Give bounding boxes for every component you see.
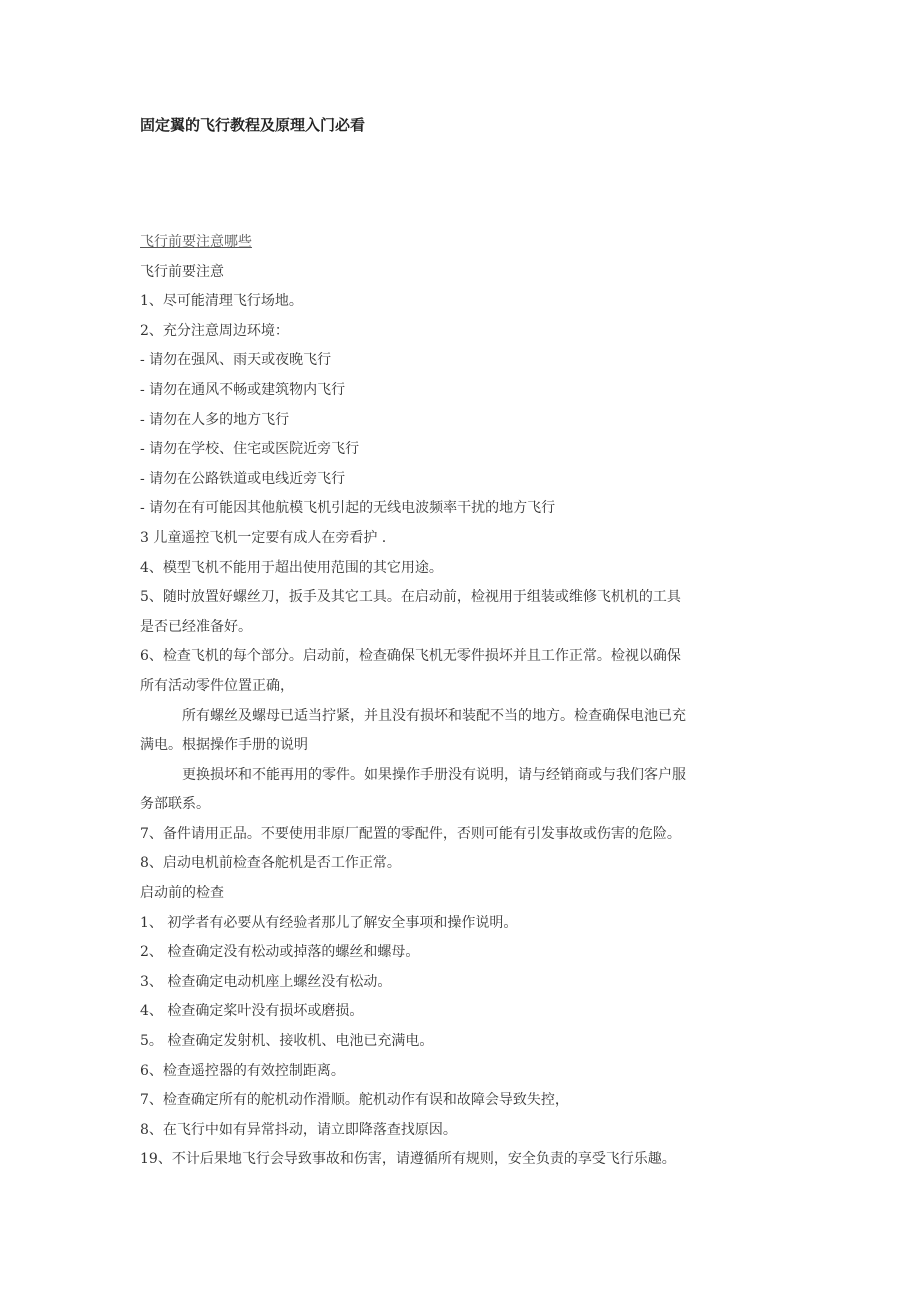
text-line: 3 儿童遥控飞机一定要有成人在旁看护 . [140,529,387,546]
document-title: 固定翼的飞行教程及原理入门必看 [140,116,366,134]
text-line: 1、 初学者有必要从有经验者那儿了解安全事项和操作说明。 [140,914,518,931]
text-line: 19、不计后果地飞行会导致事故和伤害，请遵循所有规则，安全负责的享受飞行乐趣。 [140,1151,676,1168]
text-line: - 请勿在人多的地方飞行 [140,411,290,428]
text-line: 8、启动电机前检查各舵机是否工作正常。 [140,855,401,872]
text-line: - 请勿在公路铁道或电线近旁飞行 [140,470,346,487]
text-line: 7、备件请用正品。不要使用非原厂配置的零配件，否则可能有引发事故或伤害的危险。 [140,825,681,842]
paragraph-6-line-1: 6、检查飞机的每个部分。启动前，检查确保飞机无零件损坏并且工作正常。检视以确保 [140,648,681,665]
document-body [140,228,780,1175]
section-link-heading[interactable]: 飞行前要注意哪些 [140,234,252,250]
paragraph-6b-line-1: 所有螺丝及螺母已适当拧紧，并且没有损坏和装配不当的地方。检查确保电池已充 [182,707,686,724]
text-line: - 请勿在通风不畅或建筑物内飞行 [140,381,346,398]
text-line: 2、 检查确定没有松动或掉落的螺丝和螺母。 [140,944,420,961]
paragraph-6c-line-1: 更换损坏和不能再用的零件。如果操作手册没有说明，请与经销商或与我们客户服 [182,766,686,783]
text-line: 8、在飞行中如有异常抖动，请立即降落查找原因。 [140,1121,457,1138]
paragraph-5-line-2: 是否已经准备好。 [140,618,252,635]
text-line: 1、尽可能清理飞行场地。 [140,293,303,310]
text-line: 3、 检查确定电动机座上螺丝没有松动。 [140,973,392,990]
text-line: 4、 检查确定桨叶没有损坏或磨损。 [140,1003,364,1020]
text-line: 2、充分注意周边环境： [140,322,289,339]
text-line: 7、检查确定所有的舵机动作滑顺。舵机动作有误和故障会导致失控， [140,1092,569,1109]
paragraph-6b-line-2: 满电。根据操作手册的说明 [140,737,308,754]
paragraph-5-line-1: 5、随时放置好螺丝刀，扳手及其它工具。在启动前，检视用于组装或维修飞机机的工具 [140,589,681,606]
text-line: 6、检查遥控器的有效控制距离。 [140,1062,345,1079]
text-line: 5。 检查确定发射机、接收机、电池已充满电。 [140,1033,434,1050]
paragraph-6-line-2: 所有活动零件位置正确， [140,677,294,694]
text-line: - 请勿在强风、雨天或夜晚飞行 [140,352,332,369]
paragraph-6c-line-2: 务部联系。 [140,796,210,813]
section-heading: 启动前的检查 [140,885,224,902]
text-line: 4、模型飞机不能用于超出使用范围的其它用途。 [140,559,443,576]
text-line: 飞行前要注意 [140,263,224,280]
text-line: - 请勿在学校、住宅或医院近旁飞行 [140,441,360,458]
text-line: - 请勿在有可能因其他航模飞机引起的无线电波频率干扰的地方飞行 [140,500,556,517]
